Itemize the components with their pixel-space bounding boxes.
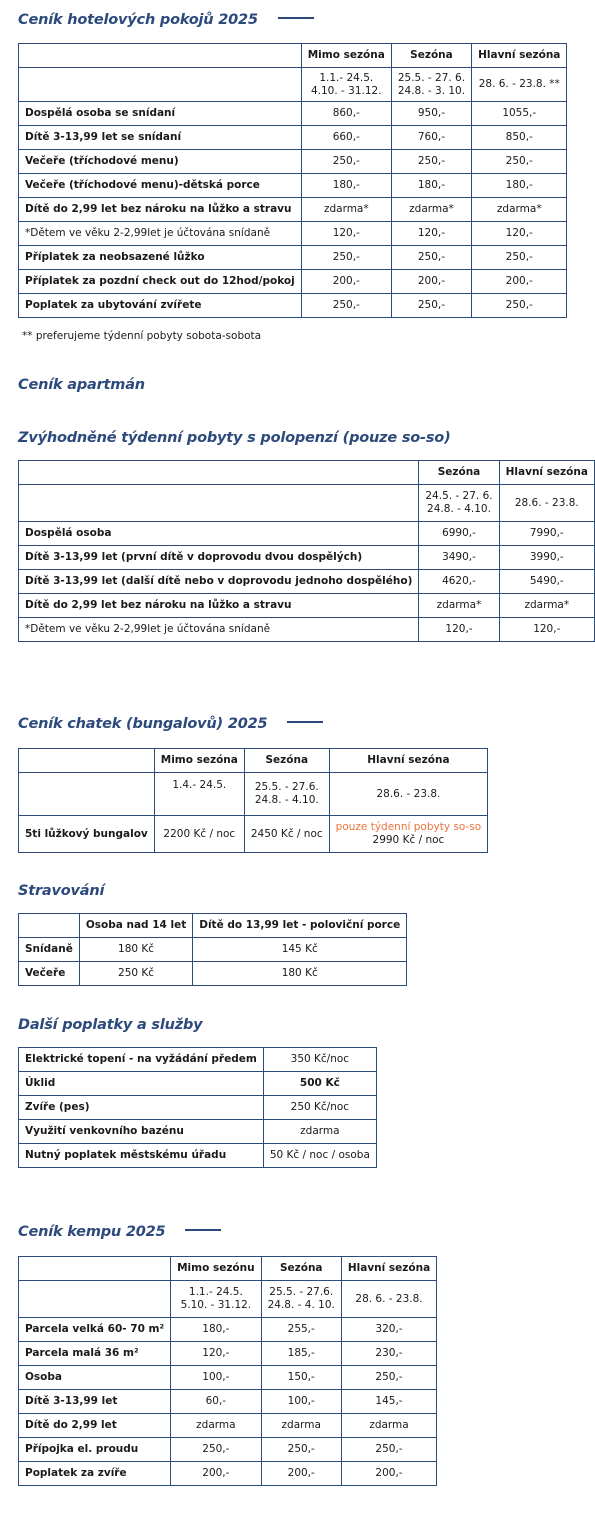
table-row	[19, 270, 567, 294]
column-header: Sezóna	[419, 461, 499, 485]
table-row	[19, 1462, 437, 1486]
price-cell: 250,-	[301, 294, 391, 318]
price-cell: 250,-	[391, 294, 471, 318]
heading-rule	[287, 721, 323, 723]
column-header: Hlavní sezóna	[472, 44, 567, 68]
price-cell: 250,-	[472, 294, 567, 318]
table-header-row	[19, 461, 595, 485]
table-row	[19, 938, 407, 962]
camp-heading	[18, 1224, 221, 1240]
table-row	[19, 816, 488, 853]
price-cell: 4620,-	[419, 570, 499, 594]
table-header-row	[19, 44, 567, 68]
hotel-footnote: ** preferujeme týdenní pobyty sobota-sobota	[22, 330, 262, 342]
table-row	[19, 126, 567, 150]
date-range-cell: 28.6. - 23.8.	[499, 485, 594, 522]
table-header-row	[19, 914, 407, 938]
price-cell: zdarma	[171, 1414, 262, 1438]
price-cell: 255,-	[261, 1318, 341, 1342]
row-label: Dospělá osoba se snídaní	[19, 102, 302, 126]
corner-cell	[19, 749, 155, 773]
meals-price-table	[18, 913, 407, 986]
price-cell: zdarma	[261, 1414, 341, 1438]
date-range-cell: 28. 6. - 23.8.	[341, 1281, 436, 1318]
corner-cell	[19, 485, 419, 522]
table-row	[19, 1318, 437, 1342]
row-label: Zvíře (pes)	[19, 1096, 264, 1120]
price-cell: 250,-	[391, 246, 471, 270]
row-label: 5ti lůžkový bungalov	[19, 816, 155, 853]
table-row	[19, 1366, 437, 1390]
price-cell: 860,-	[301, 102, 391, 126]
table-row	[19, 546, 595, 570]
meals-heading: Stravování	[18, 883, 105, 899]
price-cell: zdarma*	[419, 594, 499, 618]
row-label: Parcela velká 60- 70 m²	[19, 1318, 171, 1342]
table-row	[19, 1438, 437, 1462]
row-label: Dítě 3-13,99 let	[19, 1390, 171, 1414]
table-row	[19, 522, 595, 546]
price-cell: 250,-	[341, 1438, 436, 1462]
price-cell: 200,-	[472, 270, 567, 294]
price-cell: 320,-	[341, 1318, 436, 1342]
date-range-cell: 24.5. - 27. 6. 24.8. - 4.10.	[419, 485, 499, 522]
row-label: Dítě 3-13,99 let (první dítě v doprovodu dvou dospělých)	[19, 546, 419, 570]
price-cell: 180,-	[301, 174, 391, 198]
price-cell: zdarma*	[499, 594, 594, 618]
corner-cell	[19, 461, 419, 485]
price-cell: 180 Kč	[79, 938, 192, 962]
table-row	[19, 594, 595, 618]
date-range-cell: 25.5. - 27. 6. 24.8. - 3. 10.	[391, 68, 471, 102]
price-cell: 150,-	[261, 1366, 341, 1390]
price-cell: 180,-	[391, 174, 471, 198]
price-cell: 50 Kč / noc / osoba	[263, 1144, 376, 1168]
bungalow-title: Ceník chatek (bungalovů) 2025	[18, 716, 268, 732]
row-label: Příplatek za neobsazené lůžko	[19, 246, 302, 270]
table-header-row	[19, 749, 488, 773]
price-cell: zdarma*	[301, 198, 391, 222]
row-label: Nutný poplatek městskému úřadu	[19, 1144, 264, 1168]
row-label: Parcela malá 36 m²	[19, 1342, 171, 1366]
price-cell: 120,-	[419, 618, 499, 642]
column-header: Sezóna	[391, 44, 471, 68]
price-cell: 250,-	[472, 150, 567, 174]
row-label: Osoba	[19, 1366, 171, 1390]
date-range-cell: 25.5. - 27.6. 24.8. - 4.10.	[244, 773, 329, 816]
table-row	[19, 222, 567, 246]
price-cell: 250,-	[341, 1366, 436, 1390]
price-cell: 250,-	[301, 150, 391, 174]
price-cell: 660,-	[301, 126, 391, 150]
column-header: Mimo sezóna	[301, 44, 391, 68]
price-cell: 500 Kč	[263, 1072, 376, 1096]
table-row	[19, 150, 567, 174]
table-row	[19, 962, 407, 986]
date-range-row	[19, 773, 488, 816]
column-header: Hlavní sezóna	[341, 1257, 436, 1281]
row-label: Večeře (tříchodové menu)	[19, 150, 302, 174]
date-range-row	[19, 68, 567, 102]
hotel-price-heading	[18, 12, 314, 28]
price-cell: 250,-	[391, 150, 471, 174]
price-cell: 120,-	[301, 222, 391, 246]
price-cell: 250 Kč	[79, 962, 192, 986]
row-label: Přípojka el. proudu	[19, 1438, 171, 1462]
price-cell: 120,-	[472, 222, 567, 246]
row-label: Dítě do 2,99 let	[19, 1414, 171, 1438]
price-cell: 950,-	[391, 102, 471, 126]
column-header: Hlavní sezóna	[499, 461, 594, 485]
table-row	[19, 1414, 437, 1438]
table-row	[19, 1072, 377, 1096]
services-price-table	[18, 1047, 377, 1168]
table-row	[19, 1342, 437, 1366]
row-label: Dítě do 2,99 let bez nároku na lůžko a stravu	[19, 594, 419, 618]
price-cell: zdarma*	[472, 198, 567, 222]
date-range-cell: 1.4.- 24.5.	[154, 773, 244, 816]
price-cell: 760,-	[391, 126, 471, 150]
price-cell: 6990,-	[419, 522, 499, 546]
date-range-cell: 25.5. - 27.6. 24.8. - 4. 10.	[261, 1281, 341, 1318]
date-range-cell: 1.1.- 24.5. 5.10. - 31.12.	[171, 1281, 262, 1318]
row-label: Večeře	[19, 962, 80, 986]
column-header: Hlavní sezóna	[329, 749, 487, 773]
price-cell: 120,-	[391, 222, 471, 246]
table-row	[19, 174, 567, 198]
price-cell: 200,-	[171, 1462, 262, 1486]
price-cell: zdarma	[263, 1120, 376, 1144]
column-header: Osoba nad 14 let	[79, 914, 192, 938]
price-cell: 250,-	[261, 1438, 341, 1462]
date-range-cell: 28. 6. - 23.8. **	[472, 68, 567, 102]
row-label: Úklid	[19, 1072, 264, 1096]
column-header: Sezóna	[261, 1257, 341, 1281]
table-row	[19, 570, 595, 594]
services-heading: Další poplatky a služby	[18, 1017, 203, 1033]
price-cell: 200,-	[391, 270, 471, 294]
price-cell: 3490,-	[419, 546, 499, 570]
price-cell: 200,-	[301, 270, 391, 294]
price-cell: 250,-	[301, 246, 391, 270]
price-cell: 7990,-	[499, 522, 594, 546]
corner-cell	[19, 773, 155, 816]
row-label: Elektrické topení - na vyžádání předem	[19, 1048, 264, 1072]
table-row	[19, 1120, 377, 1144]
corner-cell	[19, 1257, 171, 1281]
price-cell: 145,-	[341, 1390, 436, 1414]
row-label: Dítě 3-13,99 let (další dítě nebo v doprovodu jednoho dospělého)	[19, 570, 419, 594]
price-cell: 1055,-	[472, 102, 567, 126]
price-cell: 100,-	[171, 1366, 262, 1390]
date-range-cell: 28.6. - 23.8.	[329, 773, 487, 816]
apartment-subheading: Zvýhodněné týdenní pobyty s polopenzí (pouze so-so)	[18, 430, 451, 446]
price-cell: 2450 Kč / noc	[244, 816, 329, 853]
corner-cell	[19, 68, 302, 102]
price-cell: zdarma	[341, 1414, 436, 1438]
column-header: Dítě do 13,99 let - poloviční porce	[193, 914, 407, 938]
table-row	[19, 246, 567, 270]
row-label: Využití venkovního bazénu	[19, 1120, 264, 1144]
heading-rule	[185, 1229, 221, 1231]
price-cell: 250,-	[472, 246, 567, 270]
price-cell: 3990,-	[499, 546, 594, 570]
column-header: Mimo sezónu	[171, 1257, 262, 1281]
weekly-stay-note: pouze týdenní pobyty so-so	[335, 821, 482, 833]
row-label: Poplatek za zvíře	[19, 1462, 171, 1486]
price-cell: 180,-	[472, 174, 567, 198]
row-label: Dítě do 2,99 let bez nároku na lůžko a stravu	[19, 198, 302, 222]
bungalow-heading	[18, 716, 323, 732]
date-range-row	[19, 1281, 437, 1318]
table-row	[19, 1390, 437, 1414]
table-row	[19, 294, 567, 318]
table-row	[19, 198, 567, 222]
price-cell: 350 Kč/noc	[263, 1048, 376, 1072]
hotel-price-table	[18, 43, 567, 318]
price-cell: 145 Kč	[193, 938, 407, 962]
corner-cell	[19, 44, 302, 68]
row-label: *Dětem ve věku 2-2,99let je účtována snídaně	[19, 222, 302, 246]
corner-cell	[19, 1281, 171, 1318]
column-header: Sezóna	[244, 749, 329, 773]
price-cell: 250 Kč/noc	[263, 1096, 376, 1120]
price-cell: 185,-	[261, 1342, 341, 1366]
table-row	[19, 1096, 377, 1120]
price-cell: 2200 Kč / noc	[154, 816, 244, 853]
price-cell: 850,-	[472, 126, 567, 150]
heading-rule	[278, 17, 314, 19]
row-label: Dospělá osoba	[19, 522, 419, 546]
camp-title: Ceník kempu 2025	[18, 1224, 166, 1240]
apartment-heading: Ceník apartmán	[18, 377, 145, 393]
price-cell: pouze týdenní pobyty so-so 2990 Kč / noc	[329, 816, 487, 853]
row-label: Dítě 3-13,99 let se snídaní	[19, 126, 302, 150]
price-cell: 180 Kč	[193, 962, 407, 986]
bungalow-price-table	[18, 748, 488, 853]
corner-cell	[19, 914, 80, 938]
table-row	[19, 1048, 377, 1072]
price-cell: 180,-	[171, 1318, 262, 1342]
price-cell: 60,-	[171, 1390, 262, 1414]
price-cell: 250,-	[171, 1438, 262, 1462]
price-cell: 120,-	[499, 618, 594, 642]
row-label: *Dětem ve věku 2-2,99let je účtována snídaně	[19, 618, 419, 642]
price-cell: zdarma*	[391, 198, 471, 222]
price-cell: 120,-	[171, 1342, 262, 1366]
date-range-row	[19, 485, 595, 522]
row-label: Příplatek za pozdní check out do 12hod/pokoj	[19, 270, 302, 294]
apartment-price-table	[18, 460, 595, 642]
price-cell: 100,-	[261, 1390, 341, 1414]
table-row	[19, 618, 595, 642]
table-header-row	[19, 1257, 437, 1281]
table-row	[19, 102, 567, 126]
price-cell: 5490,-	[499, 570, 594, 594]
row-label: Poplatek za ubytování zvířete	[19, 294, 302, 318]
row-label: Snídaně	[19, 938, 80, 962]
row-label: Večeře (tříchodové menu)-dětská porce	[19, 174, 302, 198]
camp-price-table	[18, 1256, 437, 1486]
price-cell: 200,-	[341, 1462, 436, 1486]
table-row	[19, 1144, 377, 1168]
date-range-cell: 1.1.- 24.5. 4.10. - 31.12.	[301, 68, 391, 102]
price-cell: 200,-	[261, 1462, 341, 1486]
column-header: Mimo sezóna	[154, 749, 244, 773]
price-cell: 230,-	[341, 1342, 436, 1366]
hotel-title: Ceník hotelových pokojů 2025	[18, 12, 258, 28]
